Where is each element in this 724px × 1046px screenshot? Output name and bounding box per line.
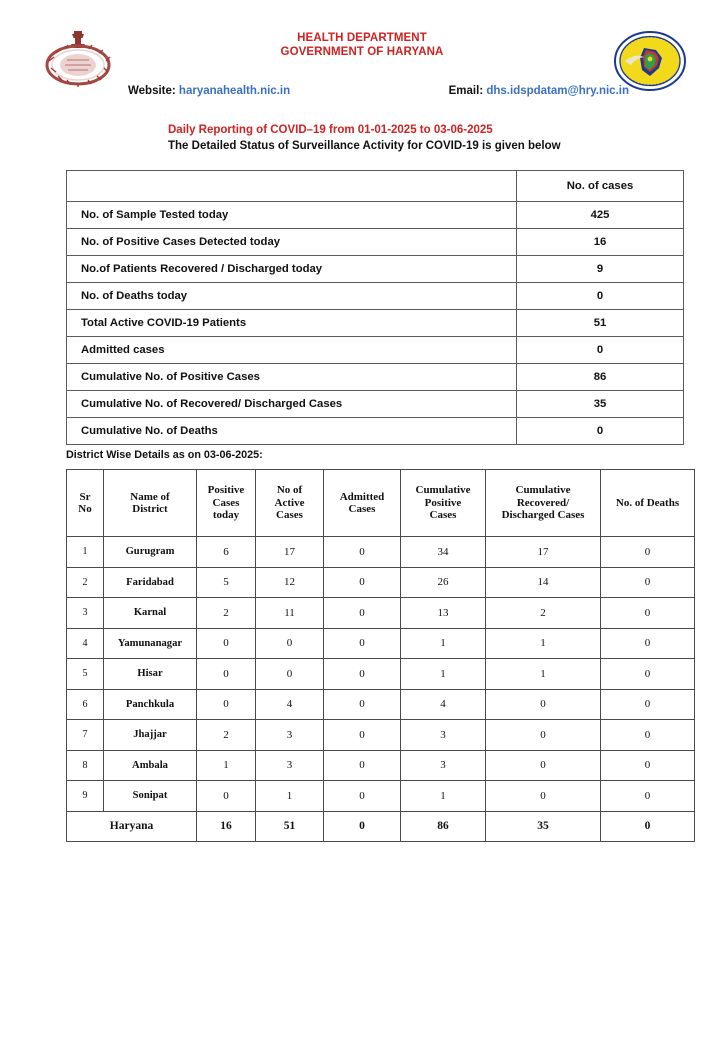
cell-cumulative-recovered: 17 bbox=[486, 537, 601, 568]
contact-row bbox=[128, 85, 629, 97]
cell-admitted-cases: 0 bbox=[324, 628, 401, 659]
header-line: Cases bbox=[212, 496, 240, 509]
cell-admitted-cases: 0 bbox=[324, 598, 401, 629]
cell-cumulative-positive: 34 bbox=[401, 537, 486, 568]
cell-cumulative-recovered: 0 bbox=[486, 689, 601, 720]
cell-positive-today: 0 bbox=[197, 628, 256, 659]
table-row bbox=[67, 689, 695, 720]
table-row bbox=[67, 229, 684, 256]
total-deaths: 0 bbox=[601, 811, 695, 841]
website-link[interactable]: haryanahealth.nic.in bbox=[178, 85, 291, 97]
cell-cumulative-recovered: 14 bbox=[486, 567, 601, 598]
district-total-row bbox=[67, 811, 695, 841]
table-row bbox=[67, 391, 684, 418]
cell-cumulative-recovered: 1 bbox=[486, 628, 601, 659]
header-line: Cumulative bbox=[515, 484, 571, 497]
cell-deaths: 0 bbox=[601, 659, 695, 690]
cell-cumulative-positive: 13 bbox=[401, 598, 486, 629]
cell-sr-no: 9 bbox=[67, 781, 104, 812]
cell-cumulative-positive: 1 bbox=[401, 628, 486, 659]
header-line: Discharged Cases bbox=[501, 509, 585, 522]
summary-header-blank-cell bbox=[67, 171, 517, 202]
summary-row-label: Admitted cases bbox=[67, 337, 517, 364]
summary-row-label: Cumulative No. of Recovered/ Discharged Cases bbox=[67, 391, 517, 418]
header-line: Cases bbox=[348, 503, 376, 515]
cell-active-cases: 0 bbox=[256, 628, 324, 659]
header-line: today bbox=[212, 509, 240, 522]
cell-sr-no: 5 bbox=[67, 659, 104, 690]
header-line: Active bbox=[274, 496, 305, 509]
summary-table-container bbox=[66, 170, 684, 445]
cell-district-name: Karnal bbox=[104, 598, 197, 629]
cell-positive-today: 0 bbox=[197, 781, 256, 812]
cell-deaths: 0 bbox=[601, 628, 695, 659]
column-header-district-name bbox=[104, 470, 197, 537]
cell-active-cases: 4 bbox=[256, 689, 324, 720]
header-line: Name of bbox=[130, 490, 170, 503]
header-line: Admitted bbox=[339, 490, 385, 503]
table-row bbox=[67, 537, 695, 568]
department-name: HEALTH DEPARTMENT bbox=[297, 32, 427, 44]
header-line: Cumulative bbox=[415, 484, 471, 497]
table-row bbox=[67, 337, 684, 364]
column-header-cumulative-recovered bbox=[486, 470, 601, 537]
cell-admitted-cases: 0 bbox=[324, 537, 401, 568]
cell-deaths: 0 bbox=[601, 567, 695, 598]
district-table-foot bbox=[67, 811, 695, 841]
header-line: No bbox=[78, 503, 92, 515]
summary-row-value: 86 bbox=[517, 364, 684, 391]
cell-deaths: 0 bbox=[601, 781, 695, 812]
column-header-sr-no bbox=[67, 470, 104, 537]
total-cumulative-recovered: 35 bbox=[486, 811, 601, 841]
haryana-government-emblem-icon bbox=[41, 28, 115, 90]
cell-cumulative-recovered: 0 bbox=[486, 781, 601, 812]
header-line: Cases bbox=[429, 509, 457, 522]
column-header-active-cases bbox=[256, 470, 324, 537]
header-line: Recovered/ bbox=[516, 496, 570, 509]
email-label: Email: bbox=[448, 85, 484, 97]
column-header-cumulative-positive bbox=[401, 470, 486, 537]
cell-active-cases: 11 bbox=[256, 598, 324, 629]
national-health-mission-logo-icon bbox=[613, 30, 687, 92]
cell-sr-no: 6 bbox=[67, 689, 104, 720]
column-header-admitted-cases bbox=[324, 470, 401, 537]
table-row bbox=[67, 256, 684, 283]
cell-deaths: 0 bbox=[601, 598, 695, 629]
total-cumulative-positive: 86 bbox=[401, 811, 486, 841]
table-row bbox=[67, 781, 695, 812]
summary-row-value: 51 bbox=[517, 310, 684, 337]
website-block bbox=[128, 85, 290, 97]
summary-row-label: Total Active COVID-19 Patients bbox=[67, 310, 517, 337]
cell-positive-today: 6 bbox=[197, 537, 256, 568]
summary-row-label: Cumulative No. of Positive Cases bbox=[67, 364, 517, 391]
cell-active-cases: 3 bbox=[256, 750, 324, 781]
summary-row-value: 16 bbox=[517, 229, 684, 256]
summary-row-value: 0 bbox=[517, 337, 684, 364]
cell-positive-today: 1 bbox=[197, 750, 256, 781]
website-label: Website: bbox=[128, 85, 176, 97]
summary-row-label: No. of Deaths today bbox=[67, 283, 517, 310]
cell-active-cases: 17 bbox=[256, 537, 324, 568]
cell-admitted-cases: 0 bbox=[324, 659, 401, 690]
cell-admitted-cases: 0 bbox=[324, 781, 401, 812]
summary-row-label: No. of Sample Tested today bbox=[67, 202, 517, 229]
cell-cumulative-recovered: 0 bbox=[486, 750, 601, 781]
summary-table bbox=[66, 170, 684, 445]
summary-row-value: 35 bbox=[517, 391, 684, 418]
cell-cumulative-positive: 1 bbox=[401, 659, 486, 690]
cell-cumulative-positive: 3 bbox=[401, 720, 486, 751]
summary-row-label: No.of Patients Recovered / Discharged today bbox=[67, 256, 517, 283]
cell-sr-no: 7 bbox=[67, 720, 104, 751]
summary-header-row bbox=[67, 171, 684, 202]
cell-admitted-cases: 0 bbox=[324, 689, 401, 720]
table-row bbox=[67, 364, 684, 391]
cell-positive-today: 2 bbox=[197, 720, 256, 751]
table-row bbox=[67, 720, 695, 751]
cell-active-cases: 12 bbox=[256, 567, 324, 598]
cell-cumulative-recovered: 2 bbox=[486, 598, 601, 629]
cell-sr-no: 3 bbox=[67, 598, 104, 629]
header-line: Sr bbox=[79, 490, 91, 503]
cell-district-name: Gurugram bbox=[104, 537, 197, 568]
header-line: No. of Deaths bbox=[615, 496, 680, 509]
cell-deaths: 0 bbox=[601, 537, 695, 568]
header-line: No of bbox=[276, 484, 303, 497]
report-title-primary: Daily Reporting of COVID–19 from 01-01-2025 to 03-06-2025 bbox=[168, 124, 493, 136]
cell-positive-today: 5 bbox=[197, 567, 256, 598]
department-heading bbox=[120, 31, 604, 59]
cell-cumulative-recovered: 0 bbox=[486, 720, 601, 751]
cell-sr-no: 1 bbox=[67, 537, 104, 568]
table-row bbox=[67, 310, 684, 337]
header-line: Positive bbox=[207, 484, 245, 497]
cell-deaths: 0 bbox=[601, 689, 695, 720]
header-line: District bbox=[132, 503, 168, 515]
district-table-body bbox=[67, 537, 695, 812]
table-row bbox=[67, 750, 695, 781]
cell-deaths: 0 bbox=[601, 720, 695, 751]
cell-admitted-cases: 0 bbox=[324, 720, 401, 751]
district-table-head bbox=[67, 470, 695, 537]
table-row bbox=[67, 598, 695, 629]
table-row bbox=[67, 283, 684, 310]
email-block bbox=[449, 85, 629, 97]
cell-positive-today: 0 bbox=[197, 659, 256, 690]
cell-active-cases: 3 bbox=[256, 720, 324, 751]
header-line: Positive bbox=[424, 496, 462, 509]
cell-district-name: Sonipat bbox=[104, 781, 197, 812]
total-positive-today: 16 bbox=[197, 811, 256, 841]
cell-admitted-cases: 0 bbox=[324, 750, 401, 781]
district-table bbox=[66, 469, 695, 842]
summary-row-label: Cumulative No. of Deaths bbox=[67, 418, 517, 445]
report-titles bbox=[0, 122, 724, 154]
cell-sr-no: 4 bbox=[67, 628, 104, 659]
column-header-deaths bbox=[601, 470, 695, 537]
cell-district-name: Faridabad bbox=[104, 567, 197, 598]
total-row-label: Haryana bbox=[67, 811, 197, 841]
cell-cumulative-positive: 1 bbox=[401, 781, 486, 812]
email-link[interactable]: dhs.idspdatam@hry.nic.in bbox=[486, 85, 629, 97]
summary-header-value-cell: No. of cases bbox=[517, 171, 684, 202]
cell-positive-today: 0 bbox=[197, 689, 256, 720]
table-row bbox=[67, 418, 684, 445]
summary-row-value: 425 bbox=[517, 202, 684, 229]
cell-district-name: Ambala bbox=[104, 750, 197, 781]
summary-row-value: 9 bbox=[517, 256, 684, 283]
summary-row-label: No. of Positive Cases Detected today bbox=[67, 229, 517, 256]
district-table-container bbox=[66, 469, 694, 842]
cell-positive-today: 2 bbox=[197, 598, 256, 629]
page-header bbox=[0, 22, 724, 104]
district-table-caption: District Wise Details as on 03-06-2025: bbox=[66, 449, 263, 461]
table-row bbox=[67, 202, 684, 229]
cell-admitted-cases: 0 bbox=[324, 567, 401, 598]
district-header-row bbox=[67, 470, 695, 537]
table-row bbox=[67, 659, 695, 690]
table-row bbox=[67, 567, 695, 598]
cell-sr-no: 2 bbox=[67, 567, 104, 598]
total-active-cases: 51 bbox=[256, 811, 324, 841]
cell-district-name: Hisar bbox=[104, 659, 197, 690]
column-header-positive-today bbox=[197, 470, 256, 537]
table-row bbox=[67, 628, 695, 659]
cell-sr-no: 8 bbox=[67, 750, 104, 781]
header-line: Cases bbox=[276, 509, 303, 522]
total-admitted-cases: 0 bbox=[324, 811, 401, 841]
cell-active-cases: 0 bbox=[256, 659, 324, 690]
cell-cumulative-recovered: 1 bbox=[486, 659, 601, 690]
summary-row-value: 0 bbox=[517, 283, 684, 310]
report-title-secondary: The Detailed Status of Surveillance Activity for COVID-19 is given below bbox=[168, 140, 561, 152]
cell-cumulative-positive: 4 bbox=[401, 689, 486, 720]
cell-district-name: Yamunanagar bbox=[104, 628, 197, 659]
summary-row-value: 0 bbox=[517, 418, 684, 445]
cell-cumulative-positive: 3 bbox=[401, 750, 486, 781]
cell-active-cases: 1 bbox=[256, 781, 324, 812]
government-name: GOVERNMENT OF HARYANA bbox=[280, 46, 444, 58]
cell-deaths: 0 bbox=[601, 750, 695, 781]
cell-cumulative-positive: 26 bbox=[401, 567, 486, 598]
cell-district-name: Panchkula bbox=[104, 689, 197, 720]
summary-table-body bbox=[67, 171, 684, 445]
cell-district-name: Jhajjar bbox=[104, 720, 197, 751]
